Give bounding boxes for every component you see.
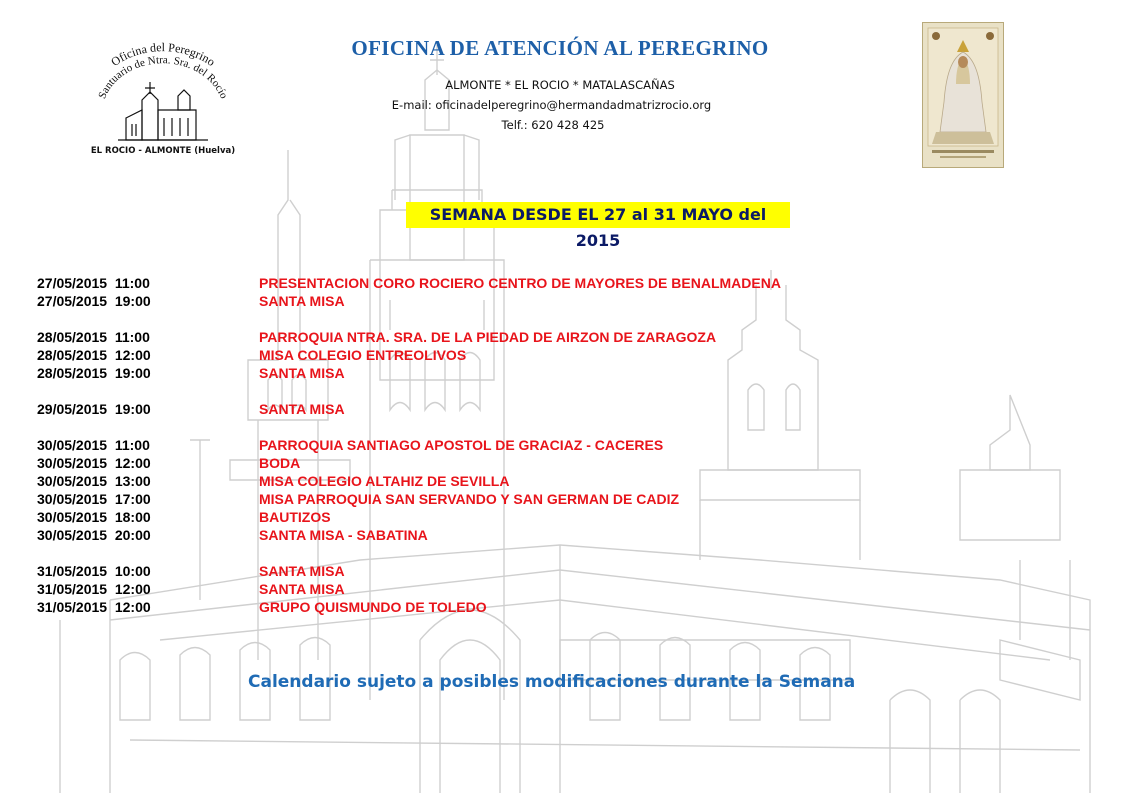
event-datetime: 28/05/2015 19:00 [37, 365, 151, 381]
event-title: PARROQUIA NTRA. SRA. DE LA PIEDAD DE AIRZON DE ZARAGOZA [259, 329, 717, 345]
event-title: SANTA MISA [259, 581, 345, 597]
logo-arc-line2: Santuario de Ntra. Sra. del Rocío [96, 54, 230, 101]
event-datetime: 28/05/2015 11:00 [37, 329, 150, 345]
event-datetime: 27/05/2015 19:00 [37, 293, 151, 309]
event-datetime: 30/05/2015 17:00 [37, 491, 151, 507]
event-datetime: 30/05/2015 13:00 [37, 473, 151, 489]
event-title: MISA COLEGIO ENTREOLIVOS [259, 347, 467, 363]
event-title: MISA PARROQUIA SAN SERVANDO Y SAN GERMAN DE CADIZ [259, 491, 680, 507]
event-title: SANTA MISA [259, 365, 345, 381]
event-title: MISA COLEGIO ALTAHIZ DE SEVILLA [259, 473, 510, 489]
logo-footer: EL ROCIO - ALMONTE (Huelva) [90, 146, 236, 156]
event-datetime: 31/05/2015 12:00 [37, 599, 151, 615]
towns-line: ALMONTE * EL ROCIO * MATALASCAÑAS [445, 78, 675, 92]
event-title: BODA [259, 455, 301, 471]
event-datetime: 30/05/2015 11:00 [37, 437, 150, 453]
email-line: E-mail: oficinadelperegrino@hermandadmatrizrocio.org [391, 98, 712, 112]
event-datetime: 28/05/2015 12:00 [37, 347, 151, 363]
event-title: SANTA MISA - SABATINA [259, 527, 428, 543]
page-title: OFICINA DE ATENCIÓN AL PEREGRINO [351, 36, 769, 60]
event-datetime: 30/05/2015 20:00 [37, 527, 151, 543]
event-datetime: 29/05/2015 19:00 [37, 401, 151, 417]
phone-line: Telf.: 620 428 425 [501, 118, 605, 132]
event-datetime: 30/05/2015 18:00 [37, 509, 151, 525]
event-title: SANTA MISA [259, 401, 345, 417]
event-datetime: 31/05/2015 12:00 [37, 581, 151, 597]
event-title: PARROQUIA SANTIAGO APOSTOL DE GRACIAZ - CACERES [259, 437, 664, 453]
event-title: SANTA MISA [259, 293, 345, 309]
event-title: PRESENTACION CORO ROCIERO CENTRO DE MAYORES DE BENALMADENA [259, 275, 781, 291]
logo-arc-line1: Oficina del Peregrino [108, 40, 218, 69]
event-datetime: 30/05/2015 12:00 [37, 455, 151, 471]
event-datetime: 31/05/2015 10:00 [37, 563, 151, 579]
event-title: GRUPO QUISMUNDO DE TOLEDO [259, 599, 487, 615]
event-title: SANTA MISA [259, 563, 345, 579]
event-title: BAUTIZOS [259, 509, 331, 525]
disclaimer-note: Calendario sujeto a posibles modificaciones durante la Semana [248, 672, 856, 692]
event-datetime: 27/05/2015 11:00 [37, 275, 150, 291]
week-banner: SEMANA DESDE EL 27 al 31 MAYO del 2015 [406, 202, 790, 228]
